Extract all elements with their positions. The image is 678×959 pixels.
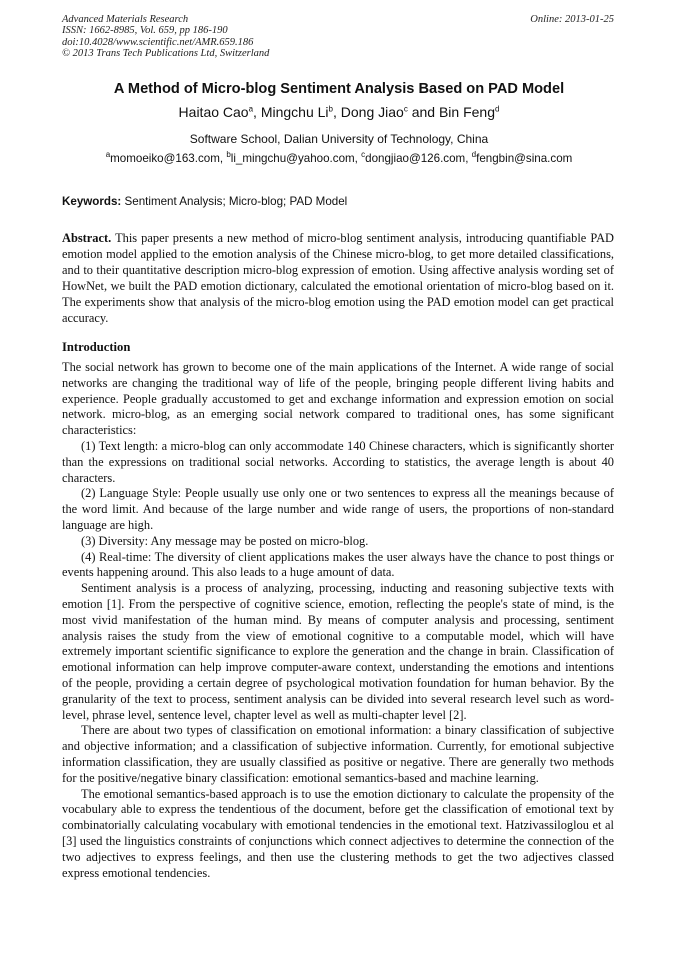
paragraph: (1) Text length: a micro-blog can only accommodate 140 Chinese characters, which is significantly shorter than the expressions on traditional social networks. According to statistics, the average length is about 40 characters. — [62, 438, 614, 485]
keywords-label: Keywords: — [62, 195, 122, 208]
keywords-line — [62, 194, 614, 209]
paragraph: Sentiment analysis is a process of analyzing, processing, inducting and reasoning subjective texts with emotion [1]. From the perspective of cognitive science, emotion, reflecting the people's state of mind, is the most vivid manifestation of the human mind. By means of computer analysis and processing, sentiment analysis raises the study from the view of emotional cognitive to a computable model, which will have extremely important scientific significance to explore the generation and the change in brain. Classification of emotional information can help improve computer-aware context, understanding the emotions and intentions of the people, providing a certain degree of psychological motivation foundation for human behavior. By the granularity of the text to process, sentiment analysis can be divided into several research level such as word-level, phrase level, sentence level, chapter level as well as multi-chapter level [2]. — [62, 581, 614, 722]
journal-name: Advanced Materials Research — [62, 14, 189, 25]
copyright-line: © 2013 Trans Tech Publications Ltd, Switzerland — [62, 47, 270, 59]
doi-line: doi:10.4028/www.scientific.net/AMR.659.186 — [62, 36, 254, 48]
abstract-label: Abstract. — [62, 231, 112, 245]
issn-line: ISSN: 1662-8985, Vol. 659, pp 186-190 — [62, 25, 228, 37]
author-list: Haitao Cao$^a$, Mingchu Li$^b$, Dong Jiao$^c$ and Bin Feng$^d$ — [178, 104, 500, 120]
paragraph: There are about two types of classification on emotional information: a binary classification of subjective and objective information; and a classification of subjective information. Currently, for emotional subjective information classification, they are usually classified as positive or negative. There are generally two methods for the positive/negative binary classification: emotional semantics-based and machine learning. — [62, 723, 614, 785]
email-list: $^a$momoeiko@163.com, $^b$li_mingchu@yahoo.com, $^c$dongjiao@126.com, $^d$fengbin@sina.com — [105, 150, 573, 165]
affiliation: Software School, Dalian University of Technology, China — [189, 132, 489, 146]
paragraph: (4) Real-time: The diversity of client applications makes the user always have the chance to post things or events happening around. This also leads to a huge amount of data. — [62, 549, 614, 580]
online-date: Online: 2013-01-25 — [530, 14, 614, 25]
section-heading-introduction: Introduction — [62, 340, 131, 354]
author-sup: c — [403, 104, 408, 114]
author-name: Haitao Cao — [178, 104, 249, 120]
email-address[interactable]: dongjiao@126.com — [365, 152, 466, 165]
author-name: Bin Feng — [438, 104, 495, 120]
paragraph: (2) Language Style: People usually use only one or two sentences to express all the meanings because of the word limit. And because of the large number and wide range of users, the proportions of non-standard language are high. — [62, 486, 614, 532]
paragraph: The emotional semantics-based approach is to use the emotion dictionary to calculate the propensity of the vocabulary able to express the tendentious of the document, before get the classification of emotional text by combinatorially calculating vocabulary with emotional tendencies in the emotional text. Hatzivassiloglou et al [3] used the linguistics constraints of conjunctions which connect adjectives to determine the connection of the two adjectives to express feelings, and then use the clustering methods to get the two adjectives classed express emotional tendencies. — [62, 786, 614, 880]
author-sup: d — [495, 104, 500, 114]
author-name: Dong Jiao — [340, 104, 404, 120]
email-address[interactable]: fengbin@sina.com — [476, 152, 573, 165]
email-sup: d — [471, 150, 477, 160]
email-sup: c — [361, 150, 366, 160]
paragraph: (3) Diversity: Any message may be posted on micro-blog. — [81, 533, 369, 548]
email-sup: b — [226, 150, 231, 160]
journal-header — [62, 14, 614, 59]
author-sup: b — [328, 104, 333, 114]
author-name: Mingchu Li — [260, 104, 329, 120]
and-word: and — [411, 104, 436, 120]
abstract — [62, 230, 614, 326]
email-address[interactable]: momoeiko@163.com — [110, 152, 220, 165]
paragraph: The social network has grown to become one of the main applications of the Internet. A wide range of social networks are changing the traditional way of life of the people, bringing people different living habits and experience. People gradually accustomed to get and exchange information and expression emotion on social network. micro-blog, as an emerging social network compared to traditional ones, has some significant characteristics: — [62, 360, 614, 438]
email-sup: a — [105, 150, 111, 160]
paper-title: A Method of Micro-blog Sentiment Analysis Based on PAD Model — [113, 81, 565, 97]
keywords-text: Sentiment Analysis; Micro-blog; PAD Model — [124, 195, 348, 208]
abstract-text: This paper presents a new method of micro-blog sentiment analysis, introducing quantifiable PAD emotion model applied to the emotion analysis of the Chinese micro-blog, to get more detailed classifications, and to their quantitative description micro-blog expression of emotion. Using affective analysis wording set of HowNet, we built the PAD emotion dictionary, calculated the emotional orientation of micro-blog based on it. The experiments show that analysis of the micro-blog emotion using the PAD emotion model can get practical accuracy. — [62, 231, 614, 325]
introduction-body — [62, 360, 614, 881]
email-address[interactable]: li_mingchu@yahoo.com — [230, 152, 355, 165]
author-sup: a — [248, 104, 254, 114]
